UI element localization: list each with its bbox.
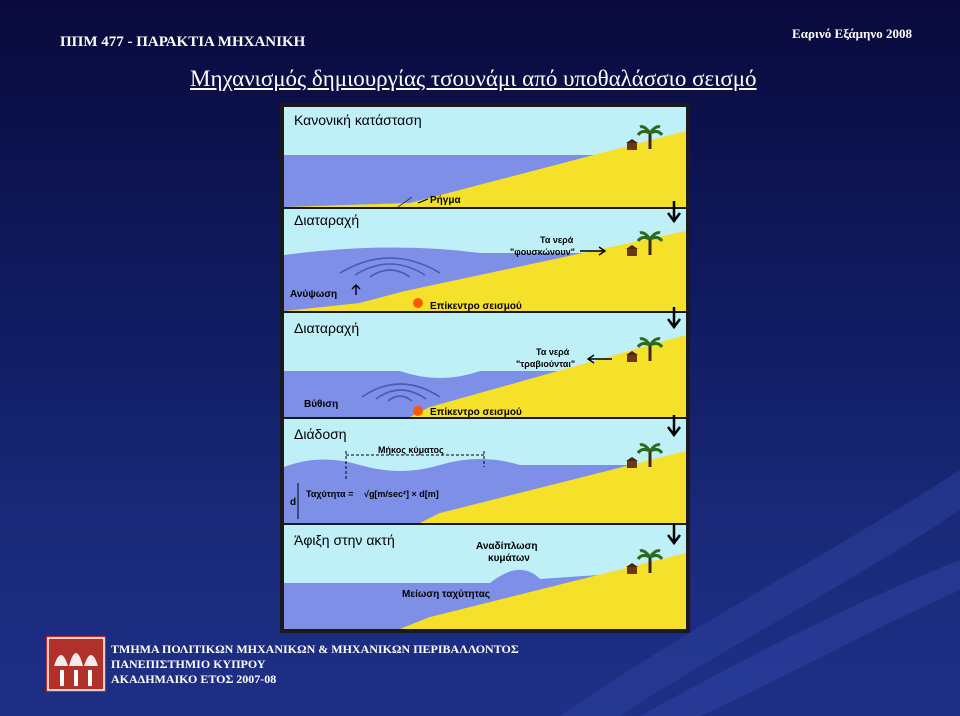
- tsunami-mechanism-figure: [280, 103, 690, 633]
- doubling-label-line2: κυμάτων: [488, 553, 530, 564]
- footer-academic-year: ΑΚΑΔΗΜΑΙΚΟ ΕΤΟΣ 2007-08: [111, 672, 277, 686]
- fault-label: Ρήγμα: [430, 195, 461, 206]
- speed-formula: √g[m/sec²] × d[m]: [364, 489, 439, 499]
- uplift-label: Ανύψωση: [290, 289, 338, 300]
- semester-label: Εαρινό Εξάμηνο 2008: [792, 26, 912, 41]
- panel2-note-line2: "φουσκώνουν": [510, 247, 575, 257]
- panel2-note-line1: Τα νερά: [540, 235, 574, 245]
- panel-disturbance-subsidence: [284, 307, 686, 418]
- panel1-title: Κανονική κατάσταση: [294, 112, 422, 128]
- slowdown-label: Μείωση ταχύτητας: [402, 589, 491, 600]
- panel3-note-line1: Τα νερά: [536, 347, 570, 357]
- university-logo: [46, 636, 106, 692]
- panel3-note-line2: "τραβιούνται": [516, 359, 576, 369]
- panel5-title: Άφιξη στην ακτή: [294, 532, 395, 548]
- doubling-label-line1: Αναδίπλωση: [476, 541, 538, 552]
- footer-department: ΤΜΗΜΑ ΠΟΛΙΤΙΚΩΝ ΜΗΧΑΝΙΚΩΝ & ΜΗΧΑΝΙΚΩΝ ΠΕΡΙΒΑΛΛΟΝΤΟΣ: [111, 642, 519, 656]
- depth-label: d: [290, 497, 297, 508]
- panel3-title: Διαταραχή: [294, 320, 360, 336]
- slide-title: Μηχανισμός δημιουργίας τσουνάμι από υποθαλάσσιο σεισμό: [190, 66, 757, 91]
- panel4-title: Διάδοση: [294, 426, 347, 442]
- speed-label: Ταχύτητα =: [306, 489, 354, 499]
- epicenter-label-1: Επίκεντρο σεισμού: [430, 301, 522, 312]
- course-title: ΠΠΜ 477 - ΠΑΡΑΚΤΙΑ ΜΗΧΑΝΙΚΗ: [60, 34, 306, 50]
- wavelength-label: Μήκος κύματος: [378, 445, 444, 455]
- epicenter-label-2: Επίκεντρο σεισμού: [430, 407, 522, 418]
- panel2-title: Διαταραχή: [294, 212, 360, 228]
- epicenter-marker-2: [413, 406, 423, 416]
- epicenter-marker-1: [413, 298, 423, 308]
- panel-arrival-at-coast: [284, 523, 686, 629]
- panel-propagation: [284, 415, 686, 523]
- subsidence-label: Βύθιση: [304, 399, 339, 410]
- panel-disturbance-uplift: [284, 201, 686, 312]
- footer-university: ΠΑΝΕΠΙΣΤΗΜΙΟ ΚΥΠΡΟΥ: [111, 657, 266, 671]
- panel-normal-state: [284, 107, 686, 207]
